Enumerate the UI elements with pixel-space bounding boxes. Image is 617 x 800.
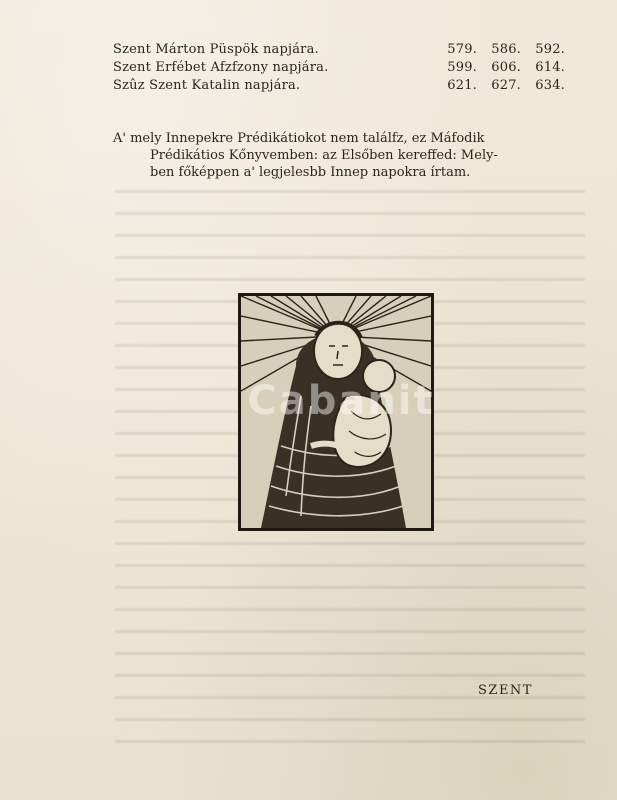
page-number: 614. bbox=[535, 60, 565, 75]
table-row bbox=[113, 78, 565, 96]
note-line: ben főképpen a' legjelesbb Innep napokra írtam. bbox=[150, 165, 471, 180]
feast-index-table bbox=[113, 42, 565, 96]
page-number: 606. bbox=[491, 60, 521, 75]
table-row bbox=[113, 42, 565, 60]
feast-name: Szent Márton Püspök napjára. bbox=[113, 42, 319, 57]
note-paragraph bbox=[113, 130, 565, 181]
catchword: SZENT bbox=[478, 683, 533, 698]
feast-name: Szent Erfébet Afzfzony napjára. bbox=[113, 60, 329, 75]
table-row bbox=[113, 60, 565, 78]
note-line: Prédikátios Kőnyvemben: az Elsőben kereffed: Mely- bbox=[150, 148, 498, 163]
page-number: 592. bbox=[535, 42, 565, 57]
watermark-text: Cabanit bbox=[247, 378, 435, 424]
page-number: 621. bbox=[447, 78, 477, 93]
page-number: 599. bbox=[447, 60, 477, 75]
page-number: 634. bbox=[535, 78, 565, 93]
page-number: 586. bbox=[491, 42, 521, 57]
page-number: 627. bbox=[491, 78, 521, 93]
note-line: A' mely Innepekre Prédikátiokot nem találfz, ez Máfodik bbox=[113, 131, 485, 146]
page-number: 579. bbox=[447, 42, 477, 57]
feast-name: Szûz Szent Katalin napjára. bbox=[113, 78, 301, 93]
